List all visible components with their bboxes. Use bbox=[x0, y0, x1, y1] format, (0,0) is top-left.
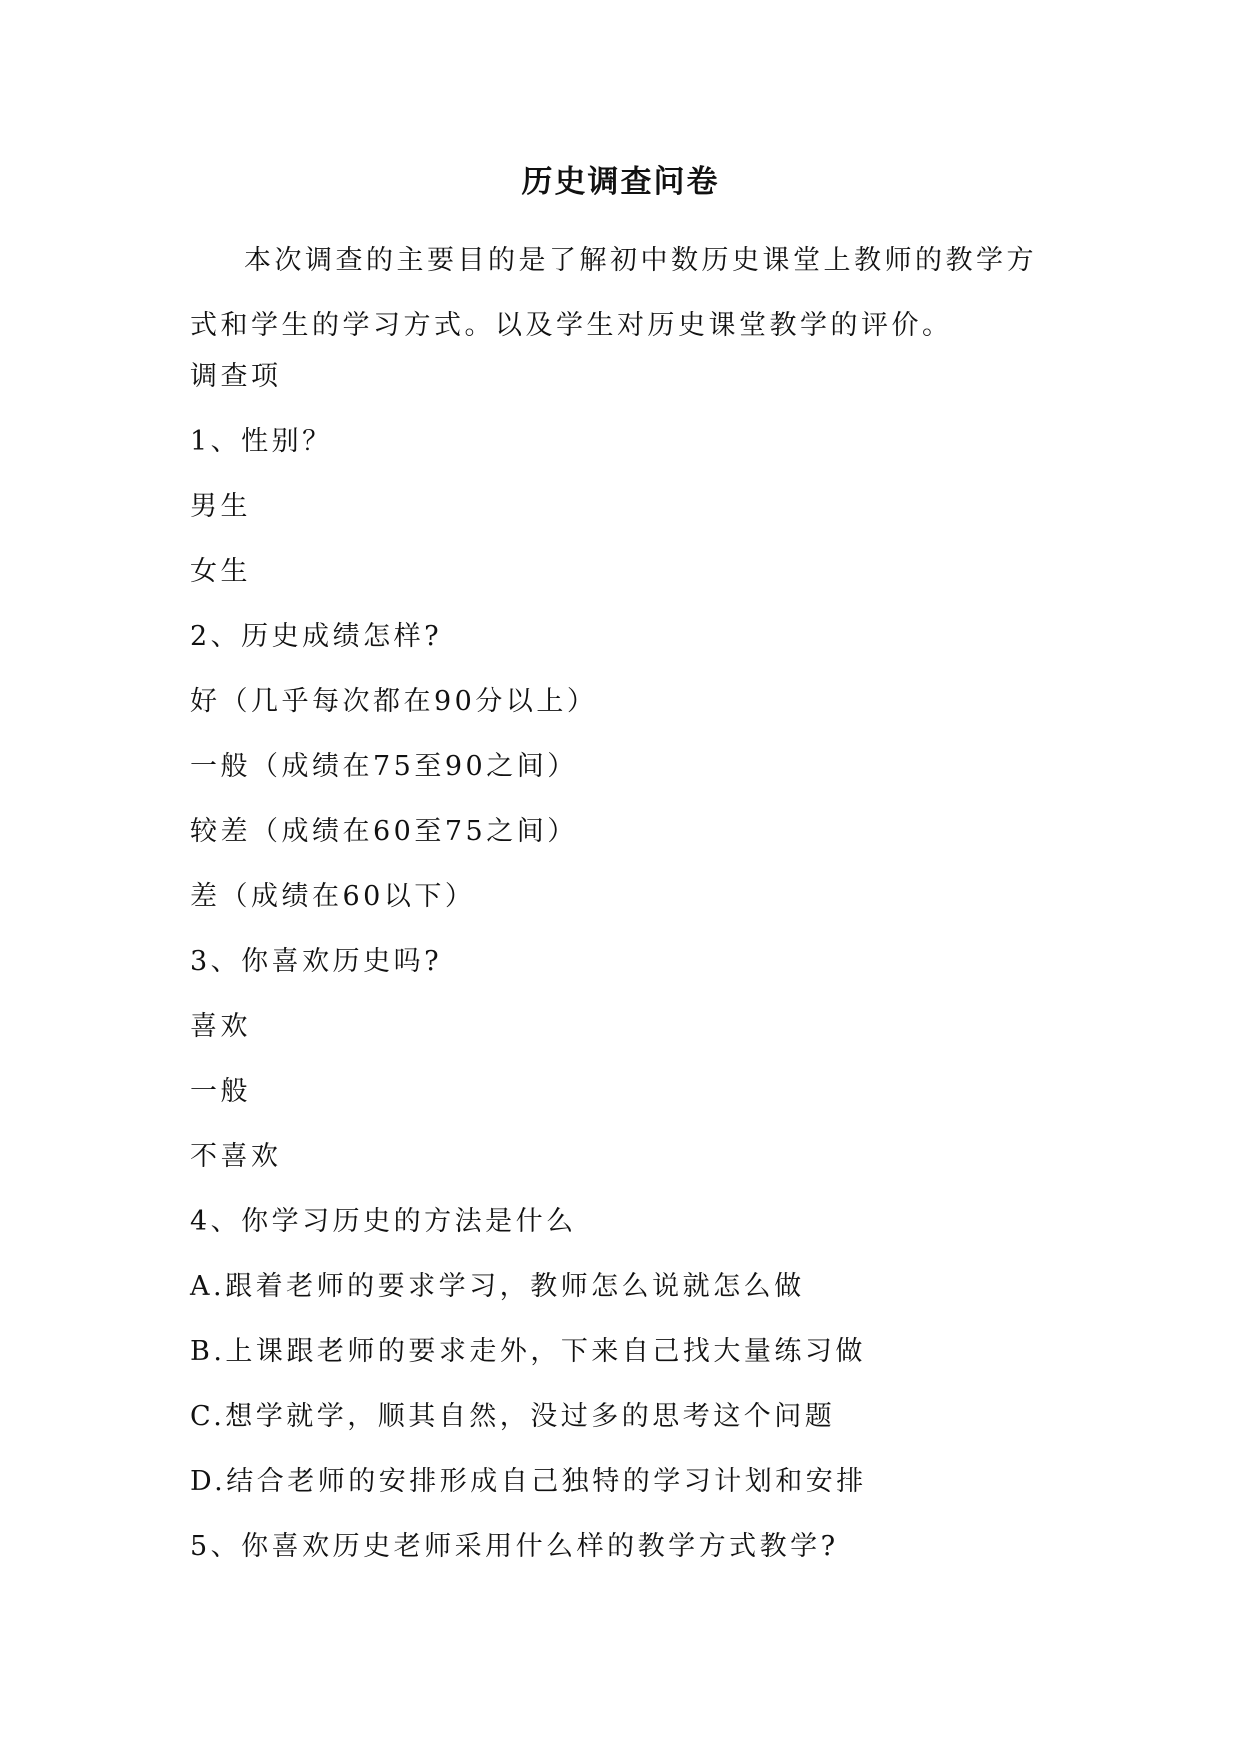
question-3: 3、你喜欢历史吗? bbox=[190, 946, 443, 977]
option-line: A.跟着老师的要求学习，教师怎么说就怎么做 bbox=[190, 1271, 805, 1302]
intro-paragraph: 本次调查的主要目的是了解初中数历史课堂上教师的教学方式和学生的学习方式。以及学生对历史课堂教学的评价。 bbox=[190, 245, 1037, 341]
survey-content bbox=[190, 357, 1090, 1592]
page-title: 历史调查问卷 bbox=[521, 164, 720, 200]
option-line: B.上课跟老师的要求走外，下来自己找大量练习做 bbox=[190, 1336, 866, 1367]
option-line: 好（几乎每次都在90分以上） bbox=[190, 686, 598, 717]
option-line: 较差（成绩在60至75之间） bbox=[190, 816, 578, 847]
option-line: 男生 bbox=[190, 491, 251, 522]
section-heading: 调查项 bbox=[190, 361, 282, 392]
question-1: 1、性别？ bbox=[190, 426, 333, 457]
option-line: 喜欢 bbox=[190, 1011, 251, 1042]
option-line: 女生 bbox=[190, 556, 251, 587]
option-line: 不喜欢 bbox=[190, 1141, 282, 1172]
option-line: C.想学就学，顺其自然，没过多的思考这个问题 bbox=[190, 1401, 836, 1432]
question-2: 2、历史成绩怎样? bbox=[190, 621, 443, 652]
option-line: 一般（成绩在75至90之间） bbox=[190, 751, 578, 782]
question-4: 4、你学习历史的方法是什么 bbox=[190, 1206, 577, 1237]
option-line: D.结合老师的安排形成自己独特的学习计划和安排 bbox=[190, 1466, 867, 1497]
option-line: 一般 bbox=[190, 1076, 251, 1107]
question-5: 5、你喜欢历史老师采用什么样的教学方式教学? bbox=[190, 1531, 839, 1562]
option-line: 差（成绩在60以下） bbox=[190, 881, 476, 912]
